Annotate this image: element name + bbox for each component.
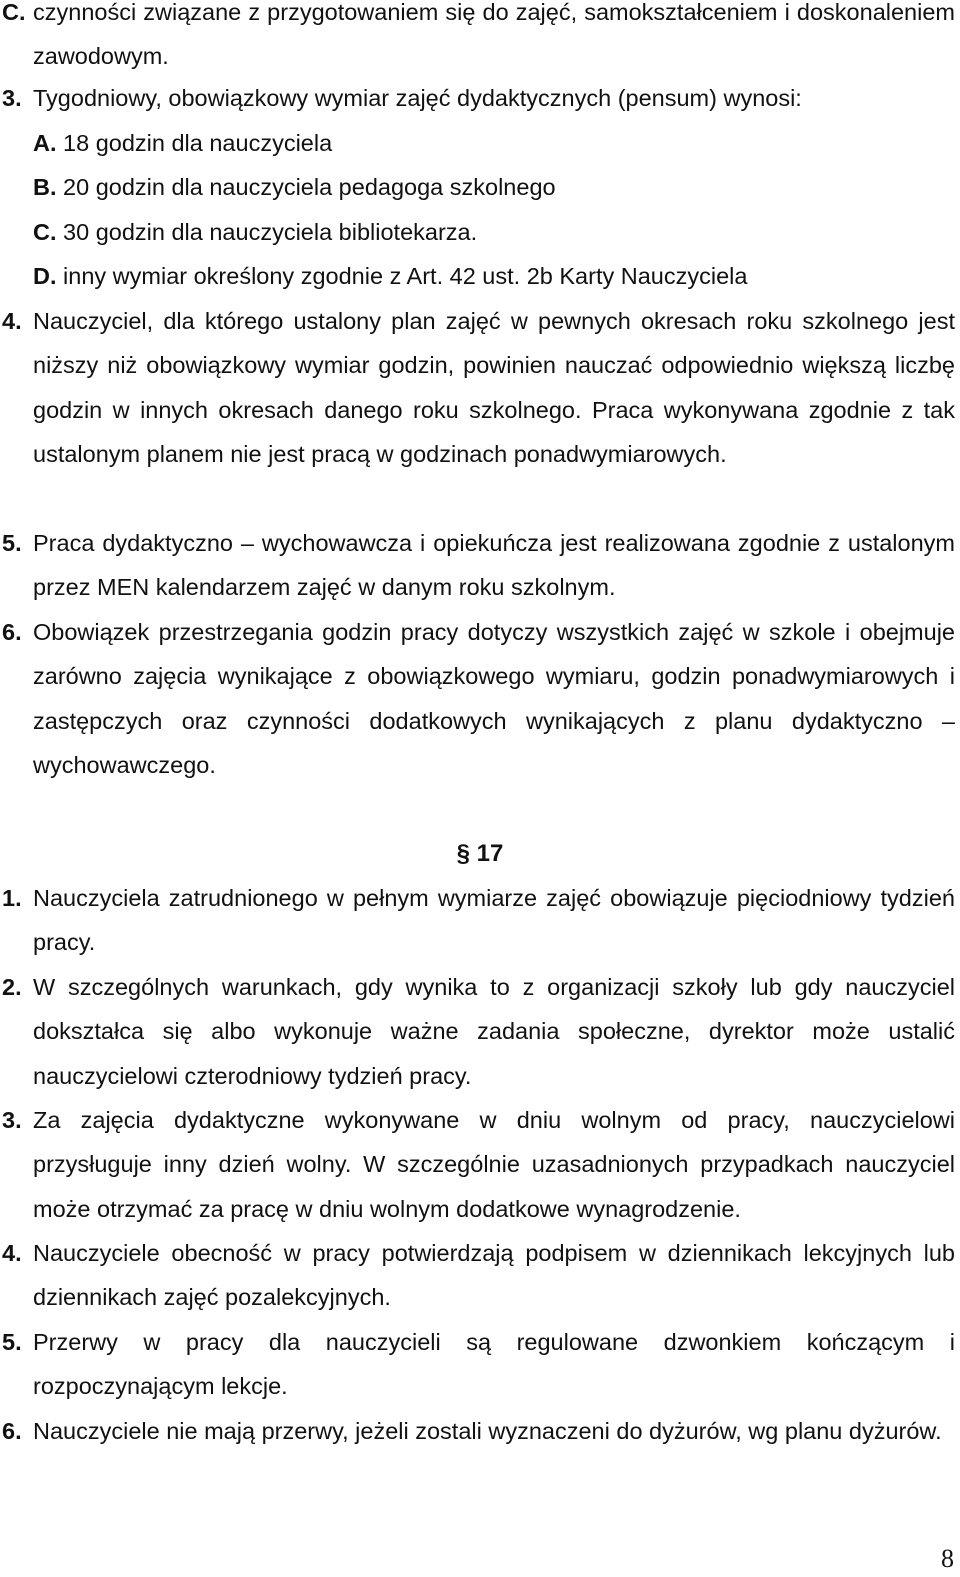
list-item-number: 3. — [2, 1107, 22, 1133]
list-item-number: 6. — [2, 1418, 22, 1444]
list-item-text: Tygodniowy, obowiązkowy wymiar zajęć dydaktycznych (pensum) wynosi: — [33, 85, 802, 111]
list-item-text: W szczególnych warunkach, gdy wynika to z organizacji szkoły lub gdy nauczyciel dokształca się albo wykonuje ważne zadania społeczne, dyrektor może ustalić nauczycielowi czterodniowy tydzień pracy. — [33, 974, 955, 1089]
list-item-number: 4. — [2, 308, 22, 334]
intro-item-text: czynności związane z przygotowaniem się do zajęć, samokształceniem i doskonaleniem zawodowym. — [33, 0, 955, 70]
list-item-text: Przerwy w pracy dla nauczycieli są regulowane dzwonkiem kończącym i rozpoczynającym lekcje. — [33, 1329, 955, 1400]
intro-item — [0, 0, 955, 79]
list-item-number: 6. — [2, 619, 22, 645]
section-item-4 — [0, 1231, 955, 1320]
section-item-2 — [0, 965, 955, 1098]
list-item-text: Praca dydaktyczno – wychowawcza i opiekuńcza jest realizowana zgodnie z ustalonym przez MEN kalendarzem zajęć w danym roku szkolnym. — [33, 530, 955, 601]
list-item-number: 5. — [2, 1329, 22, 1355]
intro-item-label: C. — [2, 0, 26, 25]
section-item-6 — [0, 1409, 955, 1453]
subitem-a — [33, 121, 332, 165]
list-item-3 — [0, 76, 955, 120]
list-item-text: Za zajęcia dydaktyczne wykonywane w dniu wolnym od pracy, nauczycielowi przysługuje inny dzień wolny. W szczególnie uzasadnionych przypadkach nauczyciel może otrzymać za pracę w dniu wolnym dodatkowe wynagrodzenie. — [33, 1107, 955, 1222]
subitem-label: C. — [33, 219, 57, 245]
list-item-text: Nauczyciele nie mają przerwy, jeżeli zostali wyznaczeni do dyżurów, wg planu dyżurów. — [33, 1418, 942, 1444]
list-item-text: Nauczyciele obecność w pracy potwierdzają podpisem w dziennikach lekcyjnych lub dziennikach zajęć pozalekcyjnych. — [33, 1240, 955, 1311]
subitem-label: B. — [33, 174, 57, 200]
section-item-5 — [0, 1320, 955, 1409]
section-item-1 — [0, 876, 955, 965]
list-item-number: 5. — [2, 530, 22, 556]
list-item-text: Nauczyciel, dla którego ustalony plan zajęć w pewnych okresach roku szkolnego jest niższy niż obowiązkowy wymiar godzin, powinien nauczać odpowiednio większą liczbę godzin w innych okresach danego roku szkolnego. Praca wykonywana zgodnie z tak ustalonym planem nie jest pracą w godzinach ponadwymiarowych. — [33, 308, 955, 468]
list-item-text: Nauczyciela zatrudnionego w pełnym wymiarze zajęć obowiązuje pięciodniowy tydzień pracy. — [33, 885, 955, 956]
subitem-label: D. — [33, 263, 57, 289]
subitem-c — [33, 210, 477, 254]
list-item-number: 4. — [2, 1240, 22, 1266]
subitem-label: A. — [33, 130, 57, 156]
list-item-4 — [0, 299, 955, 477]
page-number: 8 — [941, 1544, 954, 1573]
list-item-number: 3. — [2, 85, 22, 111]
list-item-number: 1. — [2, 885, 22, 911]
subitem-text: 20 godzin dla nauczyciela pedagoga szkolnego — [63, 174, 556, 200]
list-item-5 — [0, 521, 955, 610]
list-item-6 — [0, 610, 955, 788]
subitem-text: inny wymiar określony zgodnie z Art. 42 ust. 2b Karty Nauczyciela — [63, 263, 748, 289]
subitem-b — [33, 165, 556, 209]
section-title: § 17 — [456, 840, 504, 867]
list-item-number: 2. — [2, 974, 22, 1000]
section-item-3 — [0, 1098, 955, 1231]
subitem-text: 30 godzin dla nauczyciela bibliotekarza. — [63, 219, 478, 245]
subitem-text: 18 godzin dla nauczyciela — [63, 130, 333, 156]
list-item-text: Obowiązek przestrzegania godzin pracy dotyczy wszystkich zajęć w szkole i obejmuje zarówno zajęcia wynikające z obowiązkowego wymiaru, godzin ponadwymiarowych i zastępczych oraz czynności dodatkowych wynikających z planu dydaktyczno – wychowawczego. — [33, 619, 955, 779]
subitem-d — [33, 254, 747, 298]
